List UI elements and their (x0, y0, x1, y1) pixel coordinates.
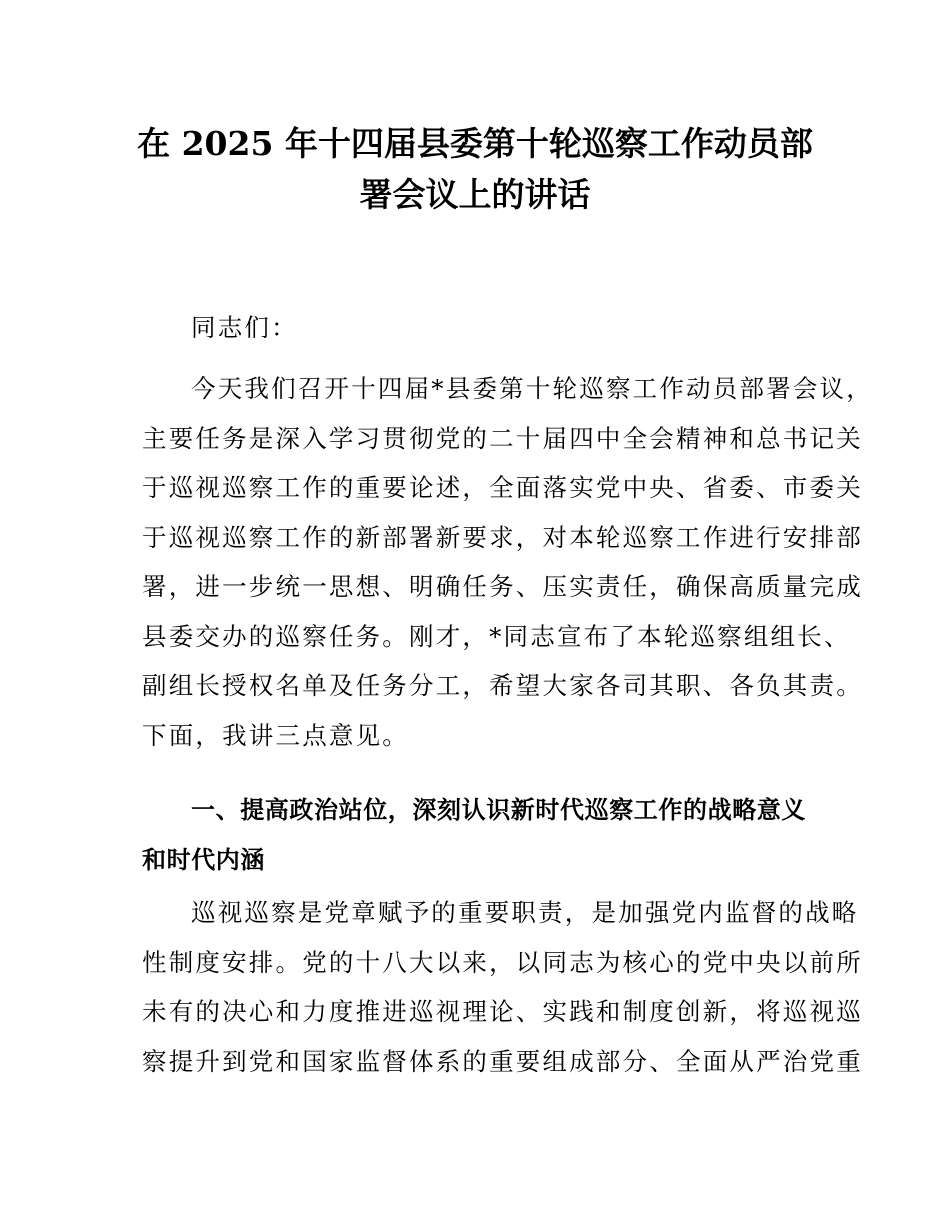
paragraph-line: 今天我们召开十四届*县委第十轮巡察工作动员部署会议， (191, 374, 873, 403)
paragraph-line: 察提升到党和国家监督体系的重要组成部分、全面从严治党重 (142, 1046, 863, 1076)
paragraph-line: 县委交办的巡察任务。刚才，*同志宣布了本轮巡察组组长、 (142, 621, 851, 651)
title-line-2: 署会议上的讲话 (359, 175, 591, 214)
heading-line: 一、提高政治站位，深刻认识新时代巡察工作的战略意义 (191, 796, 806, 824)
document-title (130, 118, 820, 220)
paragraph-line: 于巡视巡察工作的新部署新要求，对本轮巡察工作进行安排部 (142, 522, 863, 552)
paragraph-line: 性制度安排。党的十八大以来，以同志为核心的党中央以前所 (142, 947, 863, 977)
title-line-1: 在 2025 年十四届县委第十轮巡察工作动员部 (137, 124, 813, 163)
paragraph-line: 副组长授权名单及任务分工，希望大家各司其职、各负其责。 (142, 671, 863, 700)
paragraph-line: 巡视巡察是党章赋予的重要职责，是加强党内监督的战略 (191, 898, 859, 927)
paragraph-line: 于巡视巡察工作的重要论述，全面落实党中央、省委、市委关 (142, 473, 863, 502)
heading-line: 和时代内涵 (142, 845, 265, 874)
section-heading-1 (142, 786, 812, 885)
intro-paragraph (142, 364, 873, 760)
paragraph-line: 署，进一步统一思想、明确任务、压实责任，确保高质量完成 (142, 572, 863, 601)
paragraph-line: 主要任务是深入学习贯彻党的二十届四中全会精神和总书记关 (142, 423, 863, 453)
paragraph-line: 未有的决心和力度推进巡视理论、实践和制度创新，将巡视巡 (142, 997, 863, 1026)
paragraph-line: 下面，我讲三点意见。 (142, 720, 409, 750)
salutation: 同志们： (191, 313, 298, 342)
section-paragraph (142, 888, 863, 1086)
